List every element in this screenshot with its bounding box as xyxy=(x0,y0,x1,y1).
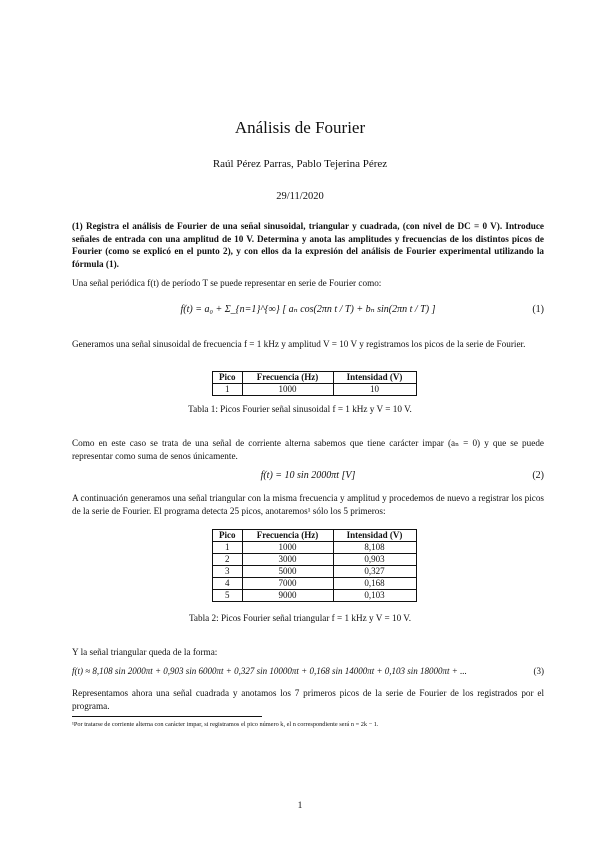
table-row xyxy=(213,590,417,602)
table-row xyxy=(213,566,417,578)
footnote-rule xyxy=(72,716,262,717)
footnote: ¹Por tratarse de corriente alterna con carácter impar, si registramos el pico número k, el n correspondiente será n = 2k − 1. xyxy=(72,721,379,728)
paragraph-triangular: A continuación generamos una señal triangular con la misma frecuencia y amplitud y procedemos de nuevo a registrar los picos de la serie de Fourier. El programa detecta 25 picos, anotaremos¹ sólo los 5 primeros: xyxy=(72,493,544,516)
table-sinusoidal xyxy=(212,371,417,396)
table-cell: 5000 xyxy=(242,566,333,578)
paragraph-square: Representamos ahora una señal cuadrada y anotamos los 7 primeros picos de la serie de Fourier de los registrados por el programa. xyxy=(72,688,544,711)
table-row xyxy=(213,578,417,590)
table-cell: 1000 xyxy=(242,542,333,554)
table-cell: 3 xyxy=(213,566,243,578)
table-header-cell: Intensidad (V) xyxy=(333,372,416,384)
equation-1-body: f(t) = a₀ + Σ_{n=1}^{∞} [ aₙ cos(2πn t / T) + bₙ sin(2πn t / T) ] xyxy=(180,304,436,315)
equation-3 xyxy=(72,666,544,686)
table-cell: 2 xyxy=(213,554,243,566)
table-cell: 0,327 xyxy=(333,566,416,578)
table-row xyxy=(213,554,417,566)
table-cell: 4 xyxy=(213,578,243,590)
table-header-cell: Frecuencia (Hz) xyxy=(242,372,333,384)
table-cell: 7000 xyxy=(242,578,333,590)
equation-2-body: f(t) = 10 sin 2000πt [V] xyxy=(260,470,356,481)
table-cell: 10 xyxy=(333,384,416,396)
table-header-cell: Frecuencia (Hz) xyxy=(242,530,333,542)
table-cell: 3000 xyxy=(242,554,333,566)
table-header-cell: Pico xyxy=(213,530,243,542)
paragraph-intro: Una señal periódica f(t) de período T se puede representar en serie de Fourier como: xyxy=(72,278,382,288)
table-cell: 1 xyxy=(213,542,243,554)
table-cell: 1000 xyxy=(242,384,333,396)
equation-3-body: f(t) ≈ 8,108 sin 2000πt + 0,903 sin 6000πt + 0,327 sin 10000πt + 0,168 sin 14000πt + 0,103 sin 18000πt + ... xyxy=(72,666,467,676)
table-cell: 1 xyxy=(213,384,243,396)
table-cell: 9000 xyxy=(242,590,333,602)
page-number: 1 xyxy=(297,801,303,811)
table-cell: 0,168 xyxy=(333,578,416,590)
paragraph-sinusoidal: Generamos una señal sinusoidal de frecuencia f = 1 kHz y amplitud V = 10 V y registramos los picos de la serie de Fourier. xyxy=(72,339,526,349)
table-row xyxy=(213,384,417,396)
table-triangular xyxy=(212,529,417,602)
date: 29/11/2020 xyxy=(276,191,324,202)
equation-3-number: (3) xyxy=(533,666,544,676)
table-row xyxy=(213,542,417,554)
equation-2 xyxy=(72,470,544,490)
paragraph-odd-character: Como en este caso se trata de una señal de corriente alterna sabemos que tiene carácter impar (aₙ = 0) y que se puede representar como suma de senos únicamente. xyxy=(72,438,544,461)
table-cell: 5 xyxy=(213,590,243,602)
table-cell: 0,903 xyxy=(333,554,416,566)
table-header-cell: Pico xyxy=(213,372,243,384)
table-cell: 8,108 xyxy=(333,542,416,554)
equation-1 xyxy=(72,304,544,324)
question-statement: (1) Registra el análisis de Fourier de una señal sinusoidal, triangular y cuadrada, (con nivel de DC = 0 V). Introduce señales de entrada con una amplitud de 10 V. Determina y anota las amplitudes y frecuencias de los distintos picos de Fourier (como se explicó en el punto 2), y con ellos da la expresión del análisis de Fourier experimental utilizando la fórmula (1). xyxy=(72,221,544,269)
table-header-cell: Intensidad (V) xyxy=(333,530,416,542)
page-title: Análisis de Fourier xyxy=(234,118,366,137)
table-header-row xyxy=(213,372,417,384)
paragraph-triangular-form: Y la señal triangular queda de la forma: xyxy=(72,647,218,657)
table-header-row xyxy=(213,530,417,542)
table-cell: 0,103 xyxy=(333,590,416,602)
equation-2-number: (2) xyxy=(532,470,544,481)
table-2-caption: Tabla 2: Picos Fourier señal triangular f = 1 kHz y V = 10 V. xyxy=(188,613,412,623)
equation-1-number: (1) xyxy=(532,304,544,315)
authors: Raúl Pérez Parras, Pablo Tejerina Pérez xyxy=(212,158,388,170)
table-1-caption: Tabla 1: Picos Fourier señal sinusoidal f = 1 kHz y V = 10 V. xyxy=(188,404,412,414)
